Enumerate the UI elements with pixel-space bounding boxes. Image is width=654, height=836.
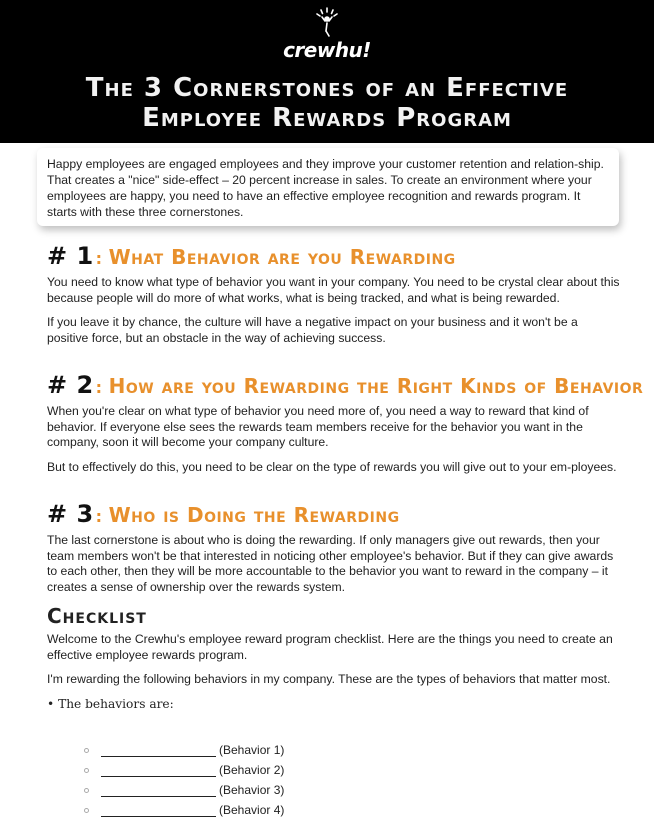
section-number: # 1 [47, 242, 94, 270]
paragraph: The last cornerstone is about who is doing the rewarding. If only managers give out rewards, then your team members won't be that interested in noticing other employee's behavior. But if they can give awards to each other, then they will be more accountable to the behavior you want to reward in the company – it creates a sense of ownership over the rewards system. [47, 533, 614, 594]
section-3 [47, 502, 622, 595]
list-item [84, 780, 384, 800]
paragraph: Welcome to the Crewhu's employee reward program checklist. Here are the things you need to create an effective employee rewards program. [47, 632, 613, 662]
section-title: How are you Rewarding the Right Kinds of Behavior [108, 374, 644, 398]
blank-field[interactable] [101, 764, 216, 777]
section-number: # 3 [47, 500, 94, 528]
page-header [0, 0, 654, 143]
blank-field[interactable] [101, 804, 216, 817]
behavior-list [84, 740, 384, 820]
page-title [0, 73, 654, 133]
behavior-label: (Behavior 1) [219, 743, 285, 757]
checklist-heading: Checklist [47, 604, 147, 628]
list-item [84, 760, 384, 780]
section-heading: # 1 : What Behavior are you Rewarding [47, 242, 456, 270]
title-line-2: Employee Rewards Program [142, 103, 512, 133]
blank-field[interactable] [101, 744, 216, 757]
bullet-circle-icon [84, 768, 89, 773]
bullet-circle-icon [84, 808, 89, 813]
person-cheering-icon [312, 6, 342, 40]
paragraph: You need to know what type of behavior you want in your company. You need to be crystal clear about this because people will do more of what works, what is being tracked, and what is being rewarded. [47, 275, 620, 305]
blank-field[interactable] [101, 784, 216, 797]
behavior-label: (Behavior 4) [219, 803, 285, 817]
section-number: # 2 [47, 371, 94, 399]
section-title: Who is Doing the Rewarding [108, 503, 400, 527]
intro-box: Happy employees are engaged employees and they improve your customer retention and relation-ship. That creates a "nice" side-effect – 20 percent increase in sales. To create an environment where your employees are happy, you need to have an effective employee recognition and rewards program. It starts with these three cornerstones. [37, 148, 619, 226]
title-line-1: The 3 Cornerstones of an Effective [85, 73, 569, 103]
bullet-circle-icon [84, 788, 89, 793]
list-item [84, 740, 384, 760]
behavior-label: (Behavior 3) [219, 783, 285, 797]
bullet-circle-icon [84, 748, 89, 753]
section-heading: # 2 : How are you Rewarding the Right Kinds of Behavior [47, 371, 644, 399]
behavior-label: (Behavior 2) [219, 763, 285, 777]
paragraph: But to effectively do this, you need to be clear on the type of rewards you will give out to your em-ployees. [47, 459, 617, 474]
section-heading: # 3 : Who is Doing the Rewarding [47, 500, 400, 528]
section-1 [47, 244, 622, 346]
section-title: What Behavior are you Rewarding [108, 245, 456, 269]
paragraph: If you leave it by chance, the culture will have a negative impact on your business and it won't be a positive force, but an obstacle in the way of achieving success. [47, 315, 578, 345]
behaviors-bullet: • The behaviors are: [47, 696, 174, 711]
section-2 [47, 371, 644, 475]
paragraph: I'm rewarding the following behaviors in my company. These are the types of behaviors that matter most. [47, 672, 611, 686]
list-item [84, 800, 384, 820]
logo-text: crewhu! [283, 38, 371, 62]
paragraph: When you're clear on what type of behavior you need more of, you need a way to reward that kind of behavior. If everyone else sees the rewards team members receive for the behavior you want in the company, soon it will become your company culture. [47, 404, 589, 449]
checklist-section [47, 604, 622, 711]
